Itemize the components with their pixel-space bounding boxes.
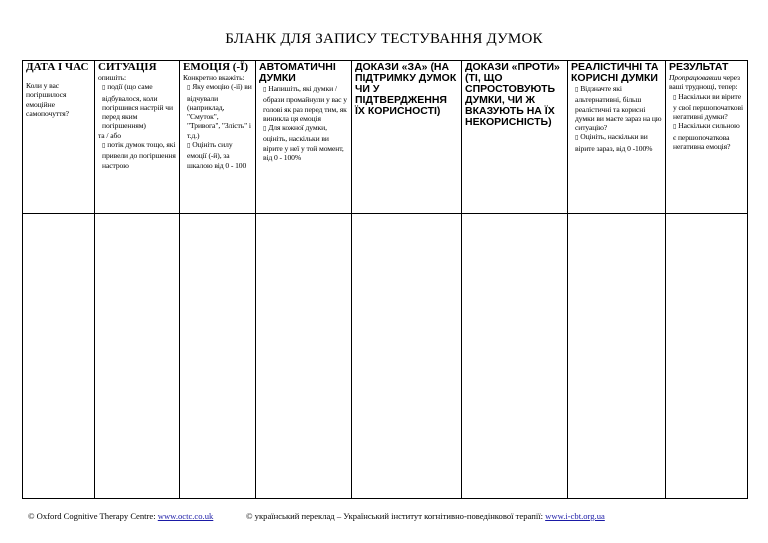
column-bullet: ▯ Відзначте які альтернативні, більш реалістичні та корисні думки ви маєте зараз на цю ситуацію? (571, 84, 662, 132)
column-intro-italic: Пропрацювавши (669, 73, 722, 82)
entry-cell-automatic-thoughts[interactable] (256, 214, 352, 499)
entry-cell-emotion[interactable] (180, 214, 256, 499)
entry-row (23, 214, 748, 499)
column-heading: СИТУАЦІЯ (98, 61, 157, 73)
column-connector: та / або (98, 130, 121, 140)
octc-link[interactable]: www.octc.co.uk (157, 511, 214, 521)
entry-cell-evidence-against[interactable] (462, 214, 568, 499)
column-emotion (180, 61, 256, 214)
column-date-time (23, 61, 95, 214)
page-title: БЛАНК ДЛЯ ЗАПИСУ ТЕСТУВАННЯ ДУМОК (225, 31, 543, 47)
column-heading: РЕАЛІСТИЧНІ ТА КОРИСНІ ДУМКИ (571, 61, 659, 84)
column-heading: ДОКАЗИ «ЗА» (НА ПІДТРИМКУ ДУМОК ЧИ У ПІДТВЕРДЖЕННЯ ЇХ КОРИСНОСТІ) (355, 61, 457, 117)
column-situation (95, 61, 180, 214)
entry-cell-result[interactable] (666, 214, 748, 499)
footer-left-text: © Oxford Cognitive Therapy Centre: (28, 511, 158, 521)
column-bullet: ▯ Наскільки сильною є першопочаткова негативна емоція? (669, 121, 744, 151)
column-heading: АВТОМАТИЧНІ ДУМКИ (259, 61, 336, 84)
column-bullet: ▯ Оцініть, наскільки ви вірите зараз, від 0 -100% (571, 132, 662, 153)
column-evidence-for (352, 61, 462, 214)
column-bullet: ▯ Для кожної думки, оцініть, наскільки ви вірите у неї у той момент, від 0 - 100% (259, 123, 348, 162)
column-bullet: ▯ Яку емоцію (-ії) ви відчували (наприклад, "Смуток", "Тривога", "Злість" і т.д.) (183, 82, 252, 140)
entry-cell-date-time[interactable] (23, 214, 95, 499)
entry-cell-situation[interactable] (95, 214, 180, 499)
column-bullet: ▯ Напишіть, які думки /образи промайнули у вас у голові як раз перед тим, як виникла ця емоція (259, 84, 348, 123)
column-automatic-thoughts (256, 61, 352, 214)
column-evidence-against (462, 61, 568, 214)
column-bullet: ▯ Наскільки ви вірите у свої першопочаткові негативні думки? (669, 92, 744, 122)
column-result (666, 61, 748, 214)
column-intro: опишіть: (98, 73, 126, 82)
column-bullet: ▯ потік думок тощо, які привели до погіршення настрою (98, 140, 176, 170)
column-intro (669, 73, 744, 92)
footer-copyright-translation (246, 511, 605, 521)
column-heading: РЕЗУЛЬТАТ (669, 61, 729, 73)
column-intro-rest: через ваші труднощі, тепер: (669, 73, 740, 92)
column-heading: ЕМОЦІЯ (-Ї) (183, 61, 249, 73)
column-intro: Конкретно вкажіть: (183, 73, 245, 82)
entry-cell-realistic-thoughts[interactable] (568, 214, 666, 499)
icbt-link[interactable]: www.i-cbt.org.ua (545, 511, 605, 521)
header-row (23, 61, 748, 214)
column-heading: ДАТА І ЧАС (26, 61, 89, 73)
column-bullet: ▯ Оцініть силу емоції (-й), за шкалою від 0 - 100 (183, 140, 252, 170)
entry-cell-evidence-for[interactable] (352, 214, 462, 499)
column-heading: ДОКАЗИ «ПРОТИ» (ТІ, ЩО СПРОСТОВУЮТЬ ДУМКИ, ЧИ Ж ВКАЗУЮТЬ НА ЇХ НЕКОРИСНІСТЬ) (465, 61, 560, 128)
footer-copyright-octc (28, 511, 213, 521)
column-realistic-thoughts (568, 61, 666, 214)
footer-right-text: © український переклад – Український інститут когнітивно-поведінкової терапії: (246, 511, 546, 521)
column-bullet: ▯ події (що саме відбувалося, коли погіршився настрій чи перед яким погіршенням) (98, 82, 176, 130)
column-instruction: Коли у вас погіршилося емоційне самопочуття? (26, 81, 69, 118)
thought-record-table (22, 60, 748, 499)
